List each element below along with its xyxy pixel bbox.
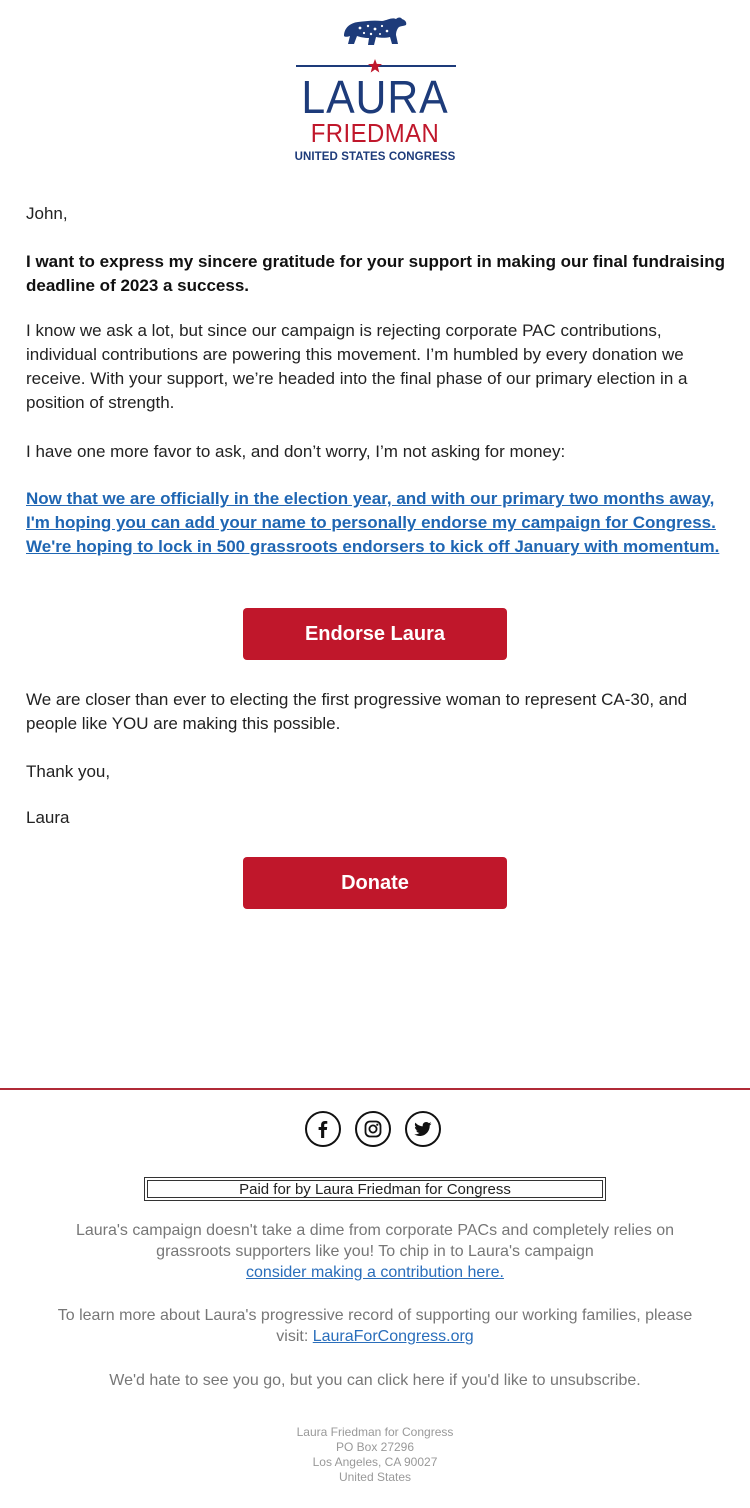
logo-name-last: FRIEDMAN [310,118,440,148]
address-line-1: Laura Friedman for Congress [296,1425,454,1439]
pac-text: Laura's campaign doesn't take a dime from corporate PACs and completely relies on grassroots supporters like you! To chip in to Laura's campaign [75,1222,675,1260]
intro-bold-paragraph: I want to express my sincere gratitude for your support in making our final fundraising deadline of 2023 a success. [26,252,726,295]
paid-for-disclaimer [144,1177,606,1201]
address-line-4: United States [338,1470,412,1484]
thank-you: Thank you, [26,762,111,781]
address-line-3: Los Angeles, CA 90027 [312,1455,438,1469]
paragraph-closer: We are closer than ever to electing the first progressive woman to represent CA-30, and people like YOU are making this possible. [26,690,688,733]
logo-name-first: LAURA [301,71,449,123]
address-line-2: PO Box 27296 [335,1440,415,1454]
endorse-button[interactable]: Endorse Laura [243,608,507,660]
contribution-link[interactable]: consider making a contribution here. [246,1264,504,1281]
paragraph-favor: I have one more favor to ask, and don’t worry, I’m not asking for money: [26,442,566,461]
unsubscribe-text[interactable]: We'd hate to see you go, but you can click here if you'd like to unsubscribe. [109,1372,641,1389]
greeting: John, [26,204,68,223]
instagram-icon[interactable] [355,1111,391,1147]
paid-for-text: Paid for by Laura Friedman for Congress [147,1180,603,1198]
facebook-icon[interactable] [305,1111,341,1147]
twitter-icon[interactable] [405,1111,441,1147]
logo-subtitle: UNITED STATES CONGRESS [294,151,456,163]
learn-paragraph [40,1305,710,1347]
paragraph-contributions: I know we ask a lot, but since our campaign is rejecting corporate PAC contributions, individual contributions are powering this movement. I’m humbled by every donation we receive. With your support, we’re headed into the final phase of our primary election in a position of strength. [26,321,688,412]
website-link[interactable]: LauraForCongress.org [312,1328,474,1345]
mailing-address [0,1425,750,1485]
pac-paragraph [40,1220,710,1283]
learn-text: To learn more about Laura's progressive record of supporting our working families, please visit: [57,1307,693,1345]
endorse-link[interactable]: Now that we are officially in the election year, and with our primary two months away, I'm hoping you can add your name to personally endorse my campaign for Congress. We're hoping to lock in 500 grassroots endorsers to kick off January with momentum. [26,489,720,556]
footer-divider [0,1088,750,1090]
bear-icon [340,14,410,50]
campaign-logo [0,14,750,163]
donate-button[interactable]: Donate [243,857,507,909]
signature: Laura [26,808,70,827]
